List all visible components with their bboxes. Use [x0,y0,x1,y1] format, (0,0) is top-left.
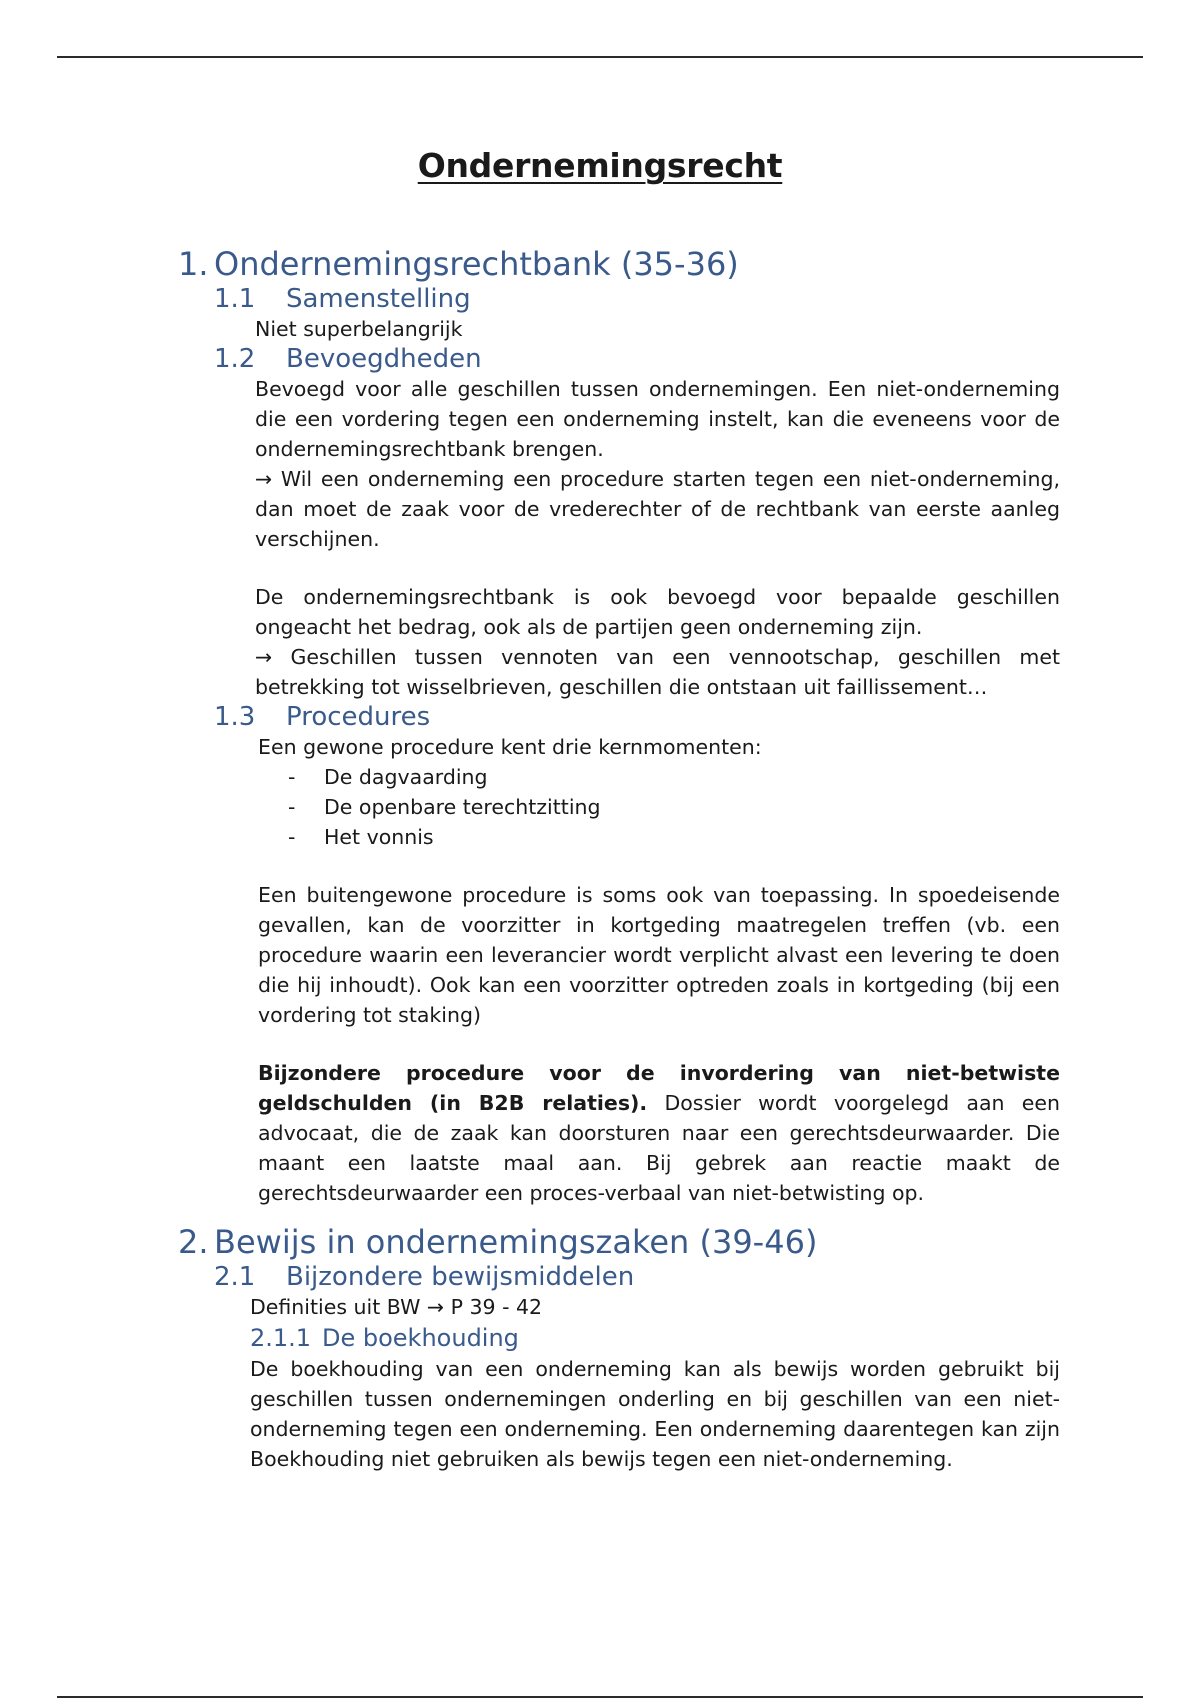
list-item-text: De dagvaarding [324,765,488,789]
section-2-1-1-title: De boekhouding [322,1324,519,1352]
section-1-2-title: Bevoegdheden [286,344,482,374]
section-1-3-paragraph-2 [258,1058,1060,1208]
spacer [178,852,1058,880]
header-rule [57,56,1143,58]
section-2-title: Bewijs in ondernemingszaken (39-46) [214,1223,818,1261]
section-2-1-number: 2.1 [214,1262,256,1292]
section-2-1-1-heading [250,1322,1058,1354]
section-1-3-number: 1.3 [214,702,256,732]
paragraph-rest: Dossier wordt voorgelegd aan een advocaat, die de zaak kan doorsturen naar een gerechtsdeurwaarder. Die maant een laatste maal aan. Bij gebrek aan reactie maakt de gerechtsdeurwaarder een proces-verbaal van niet-betwisting op. [258,1091,1060,1205]
spacer [178,1030,1058,1058]
spacer [178,1208,1058,1222]
section-1-1-title: Samenstelling [286,284,471,314]
document-body [178,244,1058,1474]
section-1-heading [178,244,1058,284]
section-2-1-1-paragraph-1: De boekhouding van een onderneming kan als bewijs worden gebruikt bij geschillen tussen ondernemingen onderling en bij geschillen van een niet-onderneming tegen een onderneming. Een onderneming daarentegen kan zijn Boekhouding niet gebruiken als bewijs tegen een niet-onderneming. [250,1357,1060,1471]
bullet-marker: - [288,825,296,849]
footer-rule [57,1696,1143,1698]
section-1-3-heading [214,702,1058,732]
procedure-moments-list [288,762,1058,852]
section-1-2-number: 1.2 [214,344,256,374]
section-2-number: 2. [178,1223,209,1261]
list-item [288,762,1058,792]
section-2-1-1-number: 2.1.1 [250,1324,312,1352]
section-1-2-paragraph-1: Bevoegd voor alle geschillen tussen ondernemingen. Een niet-onderneming die een vordering tegen een onderneming instelt, kan die eveneens voor de ondernemingsrechtbank brengen. [255,377,1060,461]
bullet-marker: - [288,765,296,789]
bold-lead: Bijzondere procedure voor de invordering van niet-betwiste geldschulden (in B2B relaties). [258,1061,1060,1115]
section-1-1-text: Niet superbelangrijk [255,317,463,341]
list-item-text: Het vonnis [324,825,434,849]
section-1-number: 1. [178,245,209,283]
section-2-1-title: Bijzondere bewijsmiddelen [286,1262,635,1292]
list-item [288,822,1058,852]
section-1-title: Ondernemingsrechtbank (35-36) [214,245,739,283]
section-1-2-paragraph-3: De ondernemingsrechtbank is ook bevoegd voor bepaalde geschillen ongeacht het bedrag, ook als de partijen geen onderneming zijn. [255,585,1060,639]
document-title: Ondernemingsrecht [417,146,783,185]
section-1-1-heading [214,284,1058,314]
section-1-3-intro: Een gewone procedure kent drie kernmomenten: [258,735,762,759]
section-1-2-heading [214,344,1058,374]
section-2-1-text: Definities uit BW → P 39 - 42 [250,1295,543,1319]
section-1-2-paragraph-2: → Wil een onderneming een procedure starten tegen een niet-onderneming, dan moet de zaak voor de vrederechter of de rechtbank van eerste aanleg verschijnen. [255,467,1060,551]
section-2-1-heading [214,1262,1058,1292]
section-2-heading [178,1222,1058,1262]
section-1-1-number: 1.1 [214,284,256,314]
section-1-3-paragraph-1: Een buitengewone procedure is soms ook van toepassing. In spoedeisende gevallen, kan de voorzitter in kortgeding maatregelen treffen (vb. een procedure waarin een leverancier wordt verplicht alvast een levering te doen die hij inhoudt). Ook kan een voorzitter optreden zoals in kortgeding (bij een vordering tot staking) [258,883,1060,1027]
list-item-text: De openbare terechtzitting [324,795,601,819]
section-1-2-paragraph-4: → Geschillen tussen vennoten van een vennootschap, geschillen met betrekking tot wisselbrieven, geschillen die ontstaan uit faillissement… [255,645,1060,699]
spacer [178,554,1058,582]
bullet-marker: - [288,795,296,819]
section-1-3-title: Procedures [286,702,431,732]
list-item [288,792,1058,822]
